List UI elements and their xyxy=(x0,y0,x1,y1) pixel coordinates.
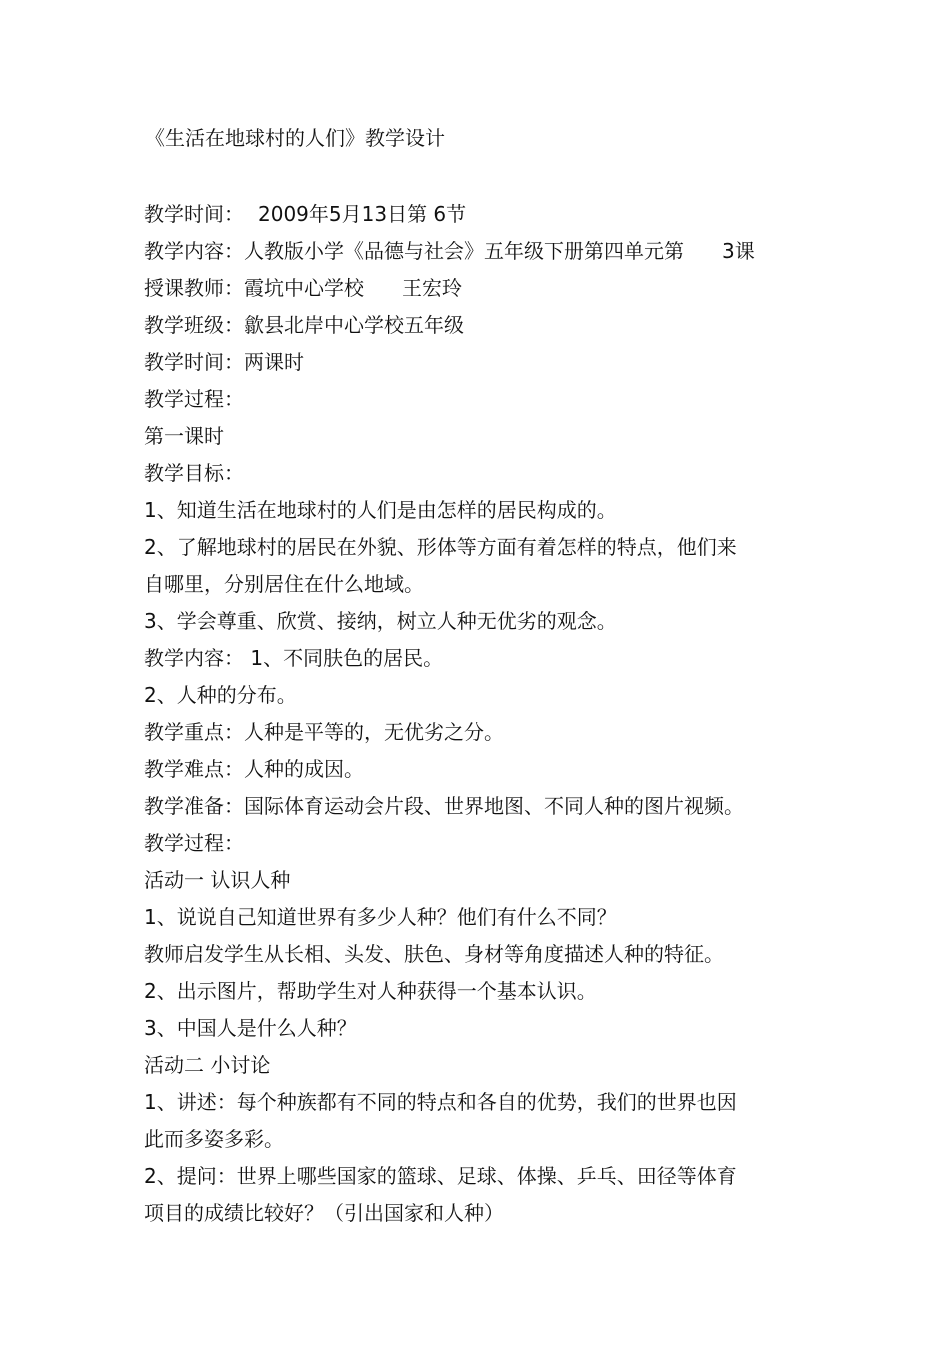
text-line: 3、学会尊重、欣赏、接纳，树立人种无优劣的观念。 xyxy=(144,609,617,633)
time-label: 教学时间： xyxy=(144,202,244,226)
text-line: 活动一 认识人种 xyxy=(144,868,291,892)
teacher-label: 授课教师： xyxy=(144,276,244,300)
text-line: 教学难点：人种的成因。 xyxy=(144,757,364,781)
text-line: 教学重点：人种是平等的，无优劣之分。 xyxy=(144,720,504,744)
time-value: 2009年5月13日第 6节 xyxy=(258,202,467,226)
text-line: 教学目标： xyxy=(144,461,244,485)
text-line: 1、讲述：每个种族都有不同的特点和各自的优势，我们的世界也因 xyxy=(144,1090,737,1114)
text-line: 第一课时 xyxy=(144,424,224,448)
text-line: 教师启发学生从长相、头发、肤色、身材等角度描述人种的特征。 xyxy=(144,942,724,966)
teacher-school: 霞坑中心学校 xyxy=(244,276,364,300)
duration-value: 两课时 xyxy=(244,350,304,374)
text-line: 2、出示图片，帮助学生对人种获得一个基本认识。 xyxy=(144,979,597,1003)
document-title: 《生活在地球村的人们》教学设计 xyxy=(145,126,445,150)
text-line: 2、了解地球村的居民在外貌、形体等方面有着怎样的特点，他们来 xyxy=(144,535,737,559)
duration-label: 教学时间： xyxy=(144,350,244,374)
info-line-class xyxy=(144,307,864,344)
document-body xyxy=(144,196,864,1232)
content-label: 教学内容： xyxy=(144,239,244,263)
text-line: 教学内容： 1、不同肤色的居民。 xyxy=(144,646,444,670)
class-value: 歙县北岸中心学校五年级 xyxy=(244,313,464,337)
text-line: 3、中国人是什么人种？ xyxy=(144,1016,357,1040)
text-line: 自哪里，分别居住在什么地域。 xyxy=(144,572,424,596)
text-line: 2、提问：世界上哪些国家的篮球、足球、体操、乒乓、田径等体育 xyxy=(144,1164,737,1188)
text-line: 活动二 小讨论 xyxy=(144,1053,271,1077)
text-line: 项目的成绩比较好？（引出国家和人种） xyxy=(144,1201,504,1225)
content-lesson: 3课 xyxy=(722,239,755,263)
text-line: 教学过程： xyxy=(144,387,244,411)
teacher-name: 王宏玲 xyxy=(402,276,462,300)
class-label: 教学班级： xyxy=(144,313,244,337)
text-line: 教学准备：国际体育运动会片段、世界地图、不同人种的图片视频。 xyxy=(144,794,744,818)
info-line-content xyxy=(144,233,864,270)
text-line: 教学过程： xyxy=(144,831,244,855)
info-line-time xyxy=(144,196,864,233)
info-line-teacher xyxy=(144,270,864,307)
text-line: 此而多姿多彩。 xyxy=(144,1127,284,1151)
text-line: 1、说说自己知道世界有多少人种？他们有什么不同？ xyxy=(144,905,617,929)
text-line: 2、人种的分布。 xyxy=(144,683,297,707)
content-value: 人教版小学《品德与社会》五年级下册第四单元第 xyxy=(244,239,684,263)
text-line: 1、知道生活在地球村的人们是由怎样的居民构成的。 xyxy=(144,498,617,522)
info-line-duration xyxy=(144,344,864,381)
